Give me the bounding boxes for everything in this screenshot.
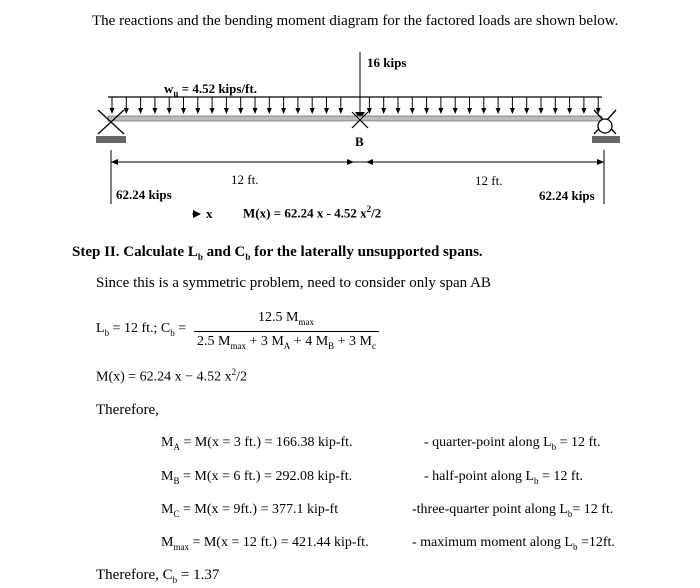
udl-arrowhead [267,108,272,114]
udl-arrowhead [295,108,300,114]
intro-text: The reactions and the bending moment diagram for the factored loads are shown below. [92,13,619,29]
moment-a: $M_A = M(x = 3$ ft.) = 166.38 kip-ft. [161,435,353,452]
support-b-label: B [355,134,364,149]
udl-arrowhead [396,108,401,114]
udl-arrowhead [310,108,315,114]
udl-arrowhead [338,108,343,114]
udl-arrowhead [567,108,572,114]
udl-arrowhead [481,108,486,114]
therefore-label: Therefore, [96,402,159,418]
udl-arrowhead [453,108,458,114]
udl-arrowhead [524,108,529,114]
udl-arrowhead [210,108,215,114]
udl-arrowhead [324,108,329,114]
therefore-cb: Therefore, $C_b = 1.37$ [96,567,220,585]
udl-arrowhead [496,108,501,114]
udl-arrowhead [195,108,200,114]
udl-arrowhead [181,108,186,114]
udl-arrowhead [281,108,286,114]
udl-arrowhead [581,108,586,114]
udl-arrowhead [539,108,544,114]
udl-arrowhead [510,108,515,114]
symmetric-note: Since this is a symmetric problem, need to consider only span AB [96,275,491,291]
mx-equation: M(x) = 62.24 x − 4.52 $x^2/2$ [96,367,247,385]
moment-max-note: - maximum moment along $L_b =12ft$. [412,535,615,552]
udl-arrowhead [467,108,472,114]
udl-arrowhead [553,108,558,114]
moment-a-note: - quarter-point along $L_b = 12$ ft. [424,435,601,452]
fraction-bar [194,331,379,332]
span-left-label: 12 ft. [231,172,259,187]
moment-equation: M(x) = 62.24 x - 4.52 $x^2/2$ [243,204,382,221]
udl-arrowhead [167,108,172,114]
udl-arrowhead [138,108,143,114]
cb-denominator: 2.5 $M_{max} + 3$ $M_A + 4$ $M_B + 3$ $M_c$ [197,334,376,351]
distributed-load-label: $w_u = 4.52$ kips/ft. [164,81,257,99]
udl-arrowhead [152,108,157,114]
x-label: x [206,206,213,221]
cb-numerator: 12.5 $M_{max}$ [258,310,314,327]
beam-diagram [0,0,700,230]
udl-arrowhead [253,108,258,114]
udl-arrowhead [424,108,429,114]
distributed-load-arrows [110,97,601,114]
udl-arrowhead [238,108,243,114]
right-support [592,110,620,143]
span-right-label: 12 ft. [475,173,503,188]
lb-cb-lead: $L_b = 12$ ft.; $C_b$ = [96,321,187,338]
moment-max: $M_{max} = M(x = 12$ ft.) = 421.44 kip-ft. [161,535,369,552]
udl-arrowhead [124,108,129,114]
moment-b-note: - half-point along $L_b = 12$ ft. [424,469,583,486]
beam [108,116,602,121]
step-title: Step II. Calculate $L_b$ and $C_b$ for the laterally unsupported spans. [72,244,483,262]
udl-arrowhead [438,108,443,114]
reaction-left-label: 62.24 kips [116,187,172,202]
moment-c: $M_C = M(x = 9ft.) = 377.1$ kip-ft [161,502,339,519]
udl-arrowhead [110,108,115,114]
moment-c-note: -three-quarter point along $L_b= 12$ ft. [412,502,614,519]
left-support [96,110,126,143]
udl-arrowhead [410,108,415,114]
point-load-label: 16 kips [367,55,407,70]
udl-arrowhead [224,108,229,114]
moment-b: $M_B = M(x = 6$ ft.) = 292.08 kip-ft. [161,469,353,486]
udl-arrowhead [381,108,386,114]
reaction-right-label: 62.24 kips [539,188,595,203]
